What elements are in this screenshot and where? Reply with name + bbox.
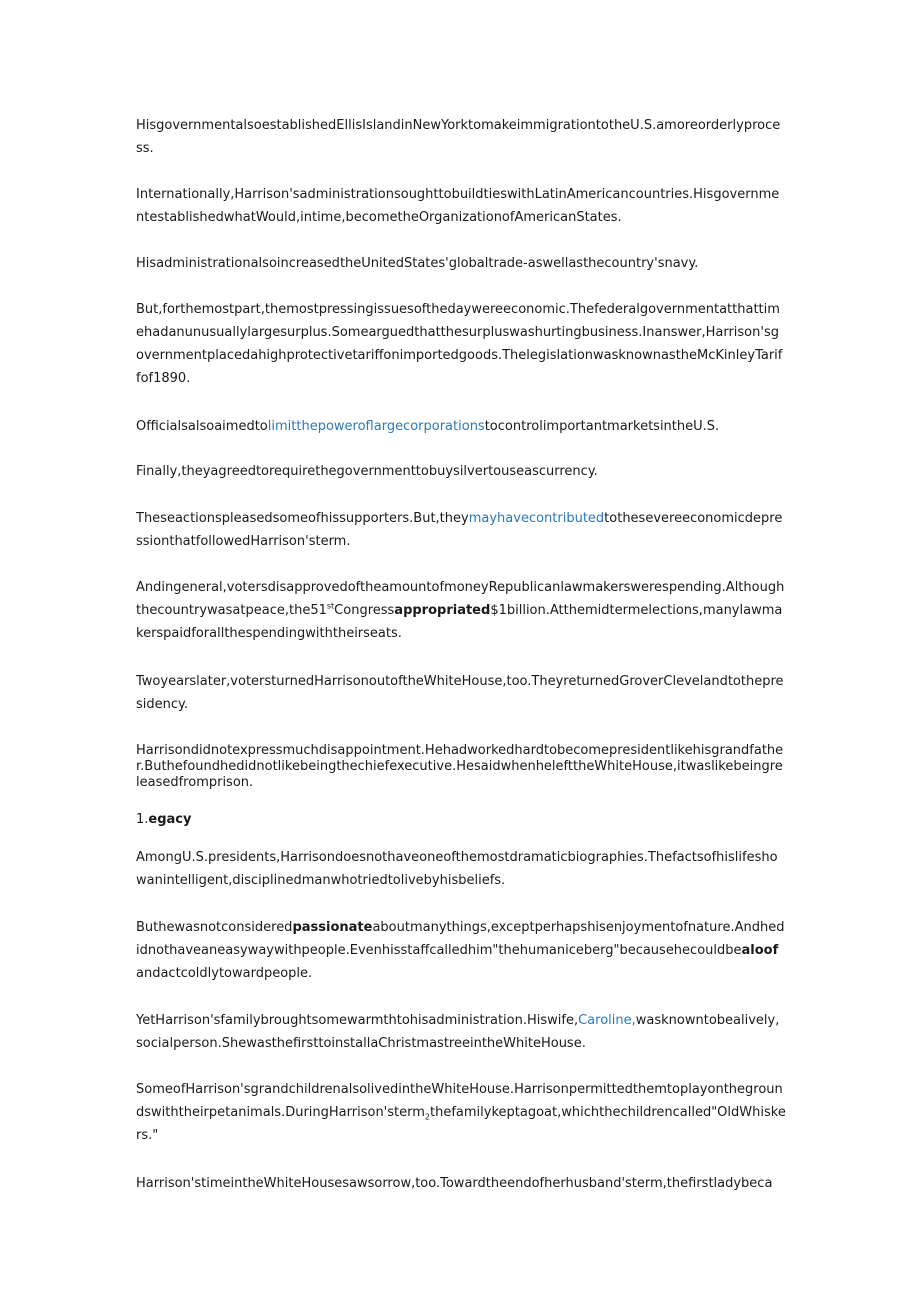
paragraph-disappointment: Harrisondidnotexpressmuchdisappointment.Hehadworkedhardtobecomepresidentlikehisgrandfather.Buthefoundhedidnotlikebeingthechiefexecutive.HesaidwhenhelefttheWhiteHouse,itwaslikebeingreleasedfromprison. [136, 743, 784, 790]
paragraph-biography: AmongU.S.presidents,Harrisondoesnothaveoneofthemostdramaticbiographies.Thefactsofhislifeshowanintelligent,disciplinedmanwhotriedtolivebyhisbeliefs. [136, 850, 778, 888]
paragraph-two-years-later: Twoyearslater,votersturnedHarrisonoutoftheWhiteHouse,too.TheyreturnedGroverClevelandtothepresidency. [136, 674, 784, 712]
paragraph-economic-issues: But,forthemostpart,themostpressingissuesofthedaywereeconomic.Thefederalgovernmentatthattimehadanunusuallylargesurplus.Somearguedthatthesurpluswashurtingbusiness.Inanswer,Harrison'sgovernmentplacedahighprotectivetariffonimportedgoods.ThelegislationwasknownastheMcKinleyTariffof1890. [136, 302, 783, 386]
paragraph-depression: Theseactionspleasedsomeofhissupporters.But,theymayhavecontributedtothesevereeconomicdepressionthatfollowedHarrison'sterm. [136, 511, 783, 549]
paragraph-caroline: YetHarrison'sfamilybroughtsomewarmthtohisadministration.Hiswife,Caroline,wasknowntobealively,socialperson.ShewasthefirsttoinstallaChristmastreeintheWhiteHouse. [136, 1013, 780, 1051]
link-may-have-contributed[interactable]: mayhavecontributed [468, 511, 605, 526]
paragraph-global-trade: HisadministrationalsoincreasedtheUnitedStates'globaltrade-aswellasthecountry'snavy. [136, 256, 699, 271]
link-caroline[interactable]: Caroline, [578, 1013, 636, 1028]
paragraph-human-iceberg: Buthewasnotconsideredpassionateaboutmanythings,exceptperhapshisenjoymentofnature.Andhedidnothaveaneasywaywithpeople.Evenhisstaffcalledhim"thehumaniceberg"becausehecouldbealoofandactcoldlytowardpeople. [136, 920, 785, 981]
paragraph-grandchildren: SomeofHarrison'sgrandchildrenalsolivedintheWhiteHouse.Harrisonpermittedthemtoplayonthegroundswiththeirpetanimals.DuringHarrison'sterm$_2$thefamilykeptagoat,whichthechildrencalled"OldWhiskers." [136, 1082, 786, 1143]
paragraph-latin-america: Internationally,Harrison'sadministrationsoughttobuildtieswithLatinAmericancountries.HisgovernmentestablishedwhatWould,intime,becometheOrganizationofAmericanStates. [136, 187, 780, 225]
paragraph-silver: Finally,theyagreedtorequirethegovernmenttobuysilvertouseascurrency. [136, 464, 598, 479]
paragraph-ellis-island: HisgovernmentalsoestablishedEllisIslandinNewYorktomakeimmigrationtotheU.S.amoreorderlyprocess. [136, 118, 781, 156]
link-limit-power[interactable]: limitthepoweroflargecorporations [267, 419, 485, 434]
paragraph-corporations: OfficialsalsoaimedtolimitthepoweroflargecorporationstocontrolimportantmarketsintheU.S. [136, 419, 720, 434]
paragraph-sorrow: Harrison'stimeintheWhiteHousesawsorrow,too.Towardtheendofherhusband'sterm,thefirstladybeca [136, 1176, 773, 1191]
paragraph-spending: Andingeneral,votersdisapprovedoftheamountofmoneyRepublicanlawmakerswerespending.Althoughthecountrywasatpeace,the51stCongressappropriated$1billion.Atthemidtermelections,manylawmakerspaidforallthespendingwiththeirseats. [136, 580, 785, 641]
section-heading-legacy: 1.egacy [136, 812, 192, 827]
